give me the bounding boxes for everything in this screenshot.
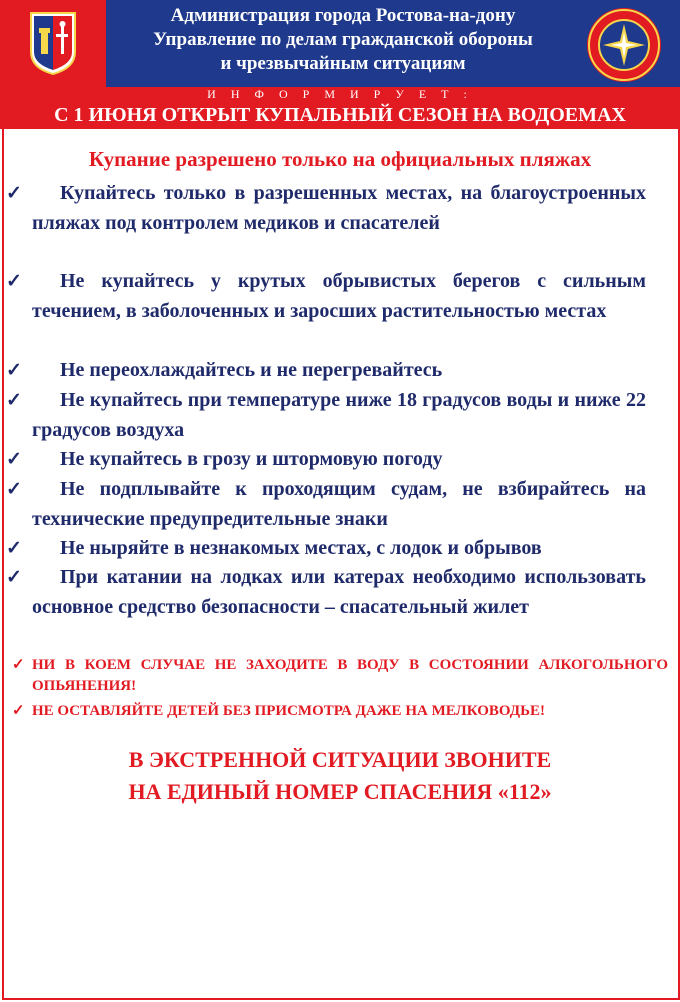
rule-text: Не купайтесь у крутых обрывистых берегов с сильным течением, в заболоченных и заросших растительностью местах bbox=[32, 270, 646, 322]
check-mark-icon: ✓ bbox=[6, 390, 22, 411]
coat-of-arms-panel bbox=[0, 0, 106, 87]
check-mark-icon: ✓ bbox=[12, 703, 25, 719]
header-bar bbox=[0, 0, 680, 87]
header-title bbox=[106, 4, 580, 76]
rule-text: Не подплывайте к проходящим судам, не взбирайтесь на технические предупредительные знаки bbox=[32, 478, 646, 530]
header-line-1: Администрация города Ростова-на-дону bbox=[170, 5, 516, 26]
rule-item bbox=[6, 475, 646, 534]
rule-item bbox=[6, 356, 646, 386]
rule-item bbox=[6, 386, 646, 445]
check-mark-icon: ✓ bbox=[6, 479, 22, 500]
warning-text: НИ В КОЕМ СЛУЧАЕ НЕ ЗАХОДИТЕ В ВОДУ В СОСТОЯНИИ АЛКОГОЛЬНОГО ОПЬЯНЕНИЯ! bbox=[32, 657, 668, 694]
rule-item bbox=[6, 534, 646, 564]
season-heading: С 1 ИЮНЯ ОТКРЫТ КУПАЛЬНЫЙ СЕЗОН НА ВОДОЕМАХ bbox=[54, 104, 626, 126]
rule-item bbox=[6, 563, 646, 622]
rule-text: Купайтесь только в разрешенных местах, на благоустроенных пляжах под контролем медиков и спасателей bbox=[32, 182, 646, 234]
rule-text: Не ныряйте в незнакомых местах, с лодок и обрывов bbox=[60, 537, 542, 559]
check-mark-icon: ✓ bbox=[6, 271, 22, 292]
subtitle: Купание разрешено только на официальных пляжах bbox=[88, 147, 592, 171]
header-line-3: и чрезвычайным ситуациям bbox=[220, 53, 466, 74]
informs-label: И Н Ф О Р М И Р У Е Т : bbox=[207, 87, 473, 101]
check-mark-icon: ✓ bbox=[12, 657, 25, 673]
announcement-banner bbox=[0, 87, 680, 129]
header-line-2: Управление по делам гражданской обороны bbox=[153, 29, 533, 50]
rule-item bbox=[6, 445, 646, 475]
check-mark-icon: ✓ bbox=[6, 538, 22, 559]
rule-text: Не купайтесь при температуре ниже 18 градусов воды и ниже 22 градусов воздуха bbox=[32, 389, 646, 441]
emergency-line-1: В ЭКСТРЕННОЙ СИТУАЦИИ ЗВОНИТЕ bbox=[128, 747, 552, 772]
rule-text: Не купайтесь в грозу и штормовую погоду bbox=[60, 448, 443, 470]
rule-text: Не переохлаждайтесь и не перегревайтесь bbox=[60, 359, 443, 381]
rule-item bbox=[6, 267, 646, 326]
check-mark-icon: ✓ bbox=[6, 449, 22, 470]
emergency-call bbox=[0, 744, 680, 808]
check-mark-icon: ✓ bbox=[6, 183, 22, 204]
civil-defense-emblem-icon bbox=[585, 6, 663, 84]
rostov-coat-of-arms-icon bbox=[28, 10, 78, 76]
warning-item bbox=[12, 655, 668, 697]
warning-text: НЕ ОСТАВЛЯЙТЕ ДЕТЕЙ БЕЗ ПРИСМОТРА ДАЖЕ НА МЕЛКОВОДЬЕ! bbox=[32, 703, 546, 719]
rule-text: При катании на лодках или катерах необходимо использовать основное средство безопасности – спасательный жилет bbox=[32, 566, 646, 618]
check-mark-icon: ✓ bbox=[6, 567, 22, 588]
warning-item bbox=[12, 701, 668, 722]
check-mark-icon: ✓ bbox=[6, 360, 22, 381]
emergency-line-2: НА ЕДИНЫЙ НОМЕР СПАСЕНИЯ «112» bbox=[128, 779, 552, 804]
rule-item bbox=[6, 179, 646, 238]
